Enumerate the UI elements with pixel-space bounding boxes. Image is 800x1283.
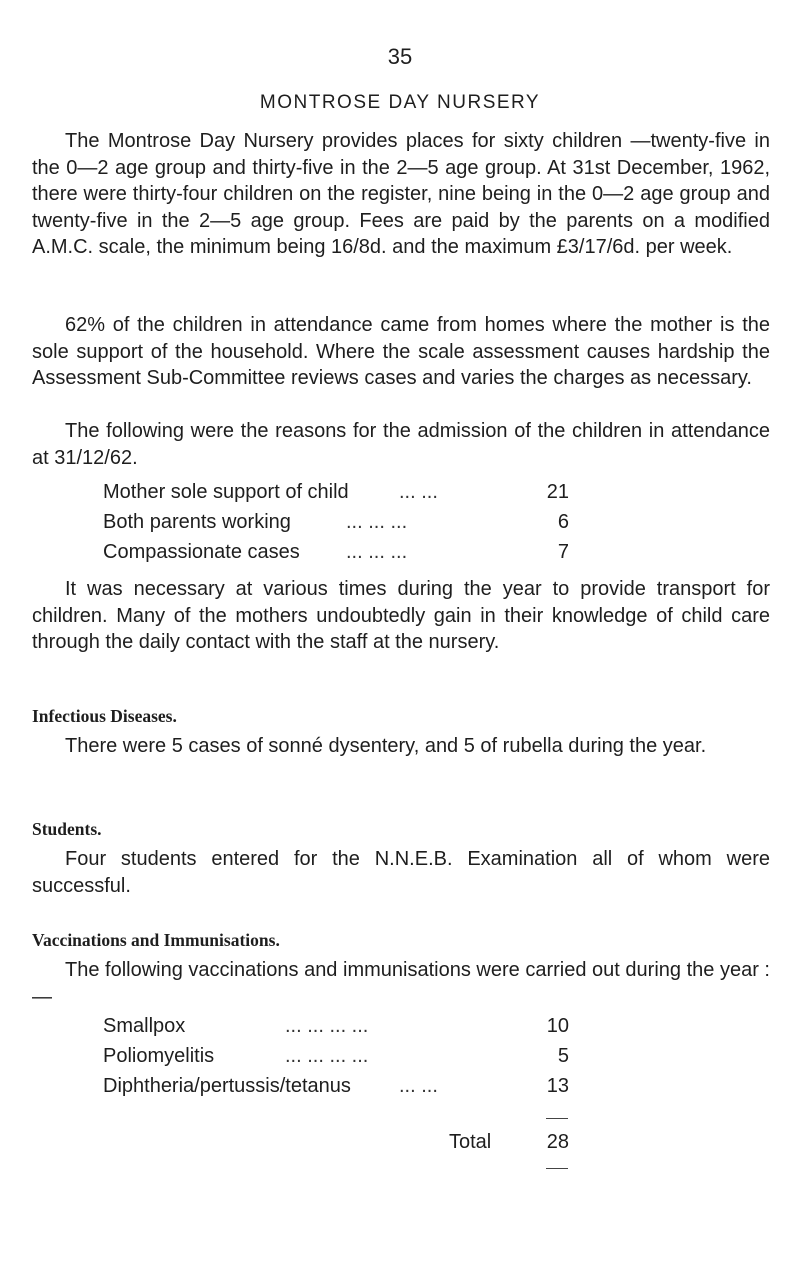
list-item-label: Both parents working xyxy=(103,511,291,533)
paragraph-intro: The Montrose Day Nursery provides places for sixty children —twenty-five in the 0—2 age group and thirty-five in the 2—5 age group. At 31st December, 1962, there were thirty-four children on the register, nine being in the 0—2 age group and twenty-five in the 2—5 age group. Fees are paid by the parents on a modified A.M.C. scale, the minimum being 16/8d. and the maximum £3/17/6d. per week. xyxy=(32,130,770,259)
paragraph-students: Four students entered for the N.N.E.B. Examination all of whom were successful. xyxy=(32,848,770,897)
leader-dots: ... ... ... ... xyxy=(285,1045,369,1067)
paragraph-infectious: There were 5 cases of sonné dysentery, and 5 of rubella during the year. xyxy=(65,735,707,757)
list-item-label: Compassionate cases xyxy=(103,541,300,563)
paragraph-sole-support: 62% of the children in attendance came from homes where the mother is the sole support of the household. Where the scale assessment causes hardship the Assessment Sub-Committee reviews cases and varies the charges as necessary. xyxy=(32,314,770,390)
list-item-label: Poliomyelitis xyxy=(103,1045,215,1067)
paragraph-admission-reasons: The following were the reasons for the admission of the children in attendance at 31/12/62. xyxy=(32,420,770,469)
divider xyxy=(546,1168,568,1169)
list-item-value: 10 xyxy=(546,1015,569,1037)
leader-dots: ... ... xyxy=(399,1075,438,1097)
page-title: MONTROSE DAY NURSERY xyxy=(259,92,541,113)
heading-infectious-diseases: Infectious Diseases. xyxy=(32,706,177,726)
paragraph-vaccinations: The following vaccinations and immunisations were carried out during the year :— xyxy=(32,959,770,1008)
divider xyxy=(546,1118,568,1119)
page-number: 35 xyxy=(387,44,413,69)
list-item-value: 21 xyxy=(546,481,569,503)
paragraph-transport: It was necessary at various times during the year to provide transport for children. Many of the mothers undoubtedly gain in their knowledge of child care through the daily contact with the staff at the nursery. xyxy=(32,578,770,654)
list-item-value: 7 xyxy=(557,541,569,563)
list-item-label: Smallpox xyxy=(103,1015,186,1037)
total-value: 28 xyxy=(546,1131,569,1153)
list-item-value: 13 xyxy=(546,1075,569,1097)
heading-students: Students. xyxy=(32,819,102,839)
list-item-value: 6 xyxy=(557,511,569,533)
leader-dots: ... ... ... ... xyxy=(285,1015,369,1037)
leader-dots: ... ... ... xyxy=(346,541,408,563)
list-item-value: 5 xyxy=(557,1045,569,1067)
list-item-label: Diphtheria/pertussis/tetanus xyxy=(103,1075,351,1097)
leader-dots: ... ... ... xyxy=(346,511,408,533)
heading-vaccinations: Vaccinations and Immunisations. xyxy=(32,930,280,950)
leader-dots: ... ... xyxy=(399,481,438,503)
list-item-label: Mother sole support of child xyxy=(103,481,349,503)
total-label: Total xyxy=(449,1131,492,1153)
